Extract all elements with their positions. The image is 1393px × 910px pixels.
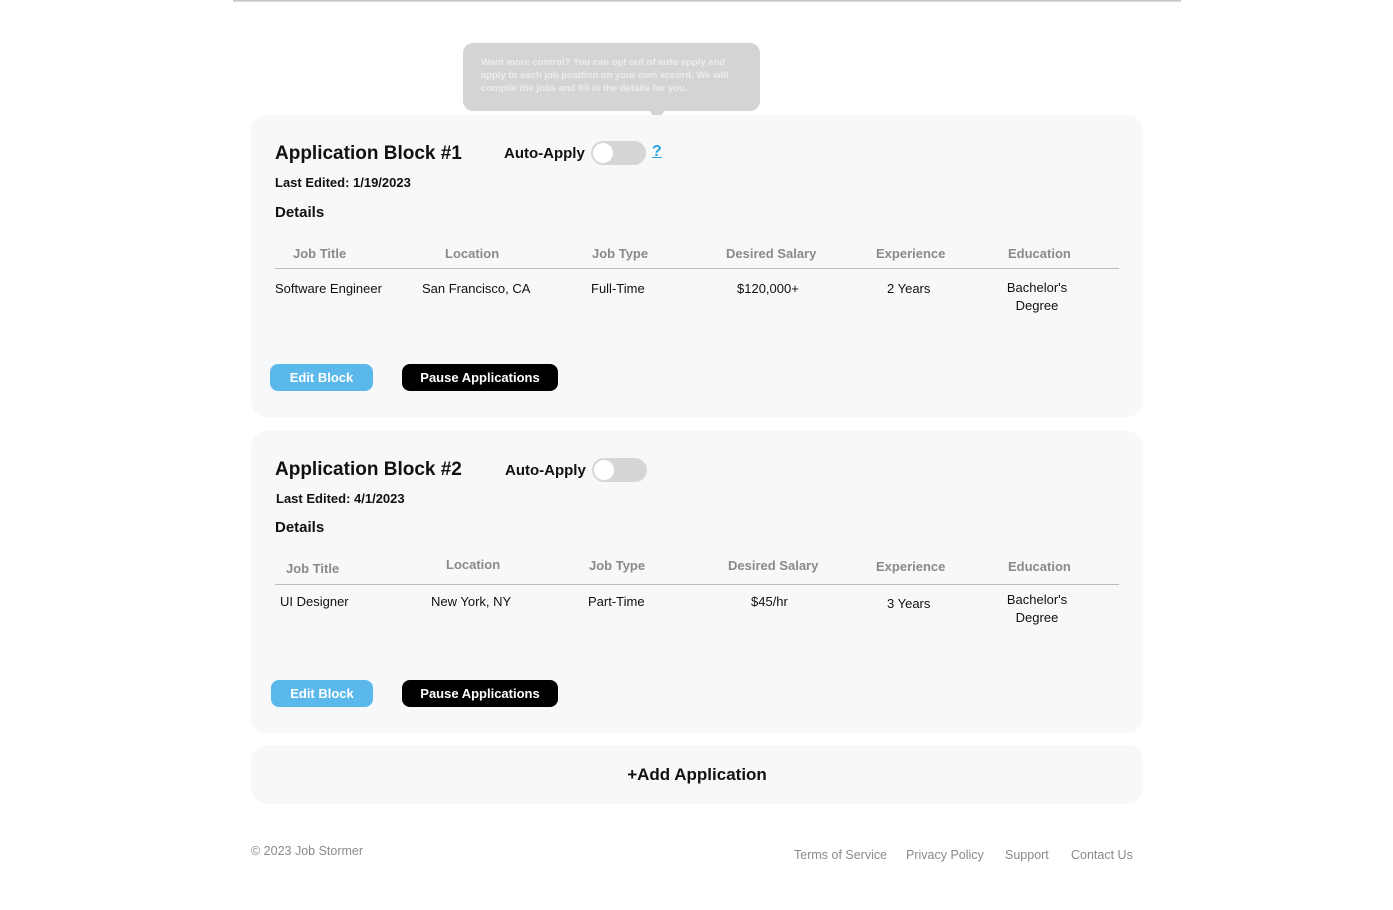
footer-copyright: © 2023 Job Stormer xyxy=(251,844,364,858)
block-title: Application Block #2 xyxy=(275,459,462,480)
education-line-2: Degree xyxy=(1015,298,1059,313)
cell-desired-salary: $45/hr xyxy=(751,594,788,609)
cell-experience: 2 Years xyxy=(887,281,931,296)
education-line-2: Degree xyxy=(1015,610,1059,625)
auto-apply-help-link[interactable]: ? xyxy=(652,143,662,160)
auto-apply-toggle[interactable] xyxy=(591,141,646,165)
column-header-experience: Experience xyxy=(876,559,946,574)
application-block-1 xyxy=(251,115,1143,417)
column-header-experience: Experience xyxy=(876,246,946,261)
details-heading: Details xyxy=(275,519,325,536)
pause-applications-button[interactable]: Pause Applications xyxy=(402,680,558,707)
top-divider xyxy=(233,0,1181,2)
column-header-education: Education xyxy=(1008,559,1071,574)
last-edited: Last Edited: 1/19/2023 xyxy=(275,175,411,190)
edit-block-button[interactable]: Edit Block xyxy=(271,680,373,707)
details-heading: Details xyxy=(275,204,325,221)
edit-block-button[interactable]: Edit Block xyxy=(270,364,373,391)
column-header-job-type: Job Type xyxy=(592,246,649,261)
cell-desired-salary: $120,000+ xyxy=(737,281,799,296)
cell-job-type: Part-Time xyxy=(588,594,645,609)
cell-education xyxy=(997,279,1077,315)
column-header-job-type: Job Type xyxy=(589,558,646,573)
cell-location: New York, NY xyxy=(431,594,512,609)
education-line-1: Bachelor's xyxy=(1006,280,1068,295)
cell-experience: 3 Years xyxy=(887,596,931,611)
toggle-knob xyxy=(594,460,614,480)
column-header-job-title: Job Title xyxy=(293,246,347,261)
column-header-desired-salary: Desired Salary xyxy=(726,246,817,261)
add-application-label: +Add Application xyxy=(627,764,767,784)
cell-job-title: Software Engineer xyxy=(275,281,382,296)
cell-education xyxy=(997,591,1077,627)
auto-apply-tooltip xyxy=(463,43,760,111)
cell-job-type: Full-Time xyxy=(591,281,645,296)
footer-link-terms[interactable]: Terms of Service xyxy=(794,848,888,862)
pause-applications-button[interactable]: Pause Applications xyxy=(402,364,558,391)
last-edited: Last Edited: 4/1/2023 xyxy=(276,491,405,506)
footer-link-support[interactable]: Support xyxy=(1005,848,1049,862)
auto-apply-label: Auto-Apply xyxy=(505,462,586,479)
add-application-button[interactable] xyxy=(251,745,1143,804)
column-header-education: Education xyxy=(1008,246,1071,261)
education-line-1: Bachelor's xyxy=(1006,592,1068,607)
footer-link-privacy[interactable]: Privacy Policy xyxy=(906,848,984,862)
cell-location: San Francisco, CA xyxy=(422,281,531,296)
column-header-job-title: Job Title xyxy=(286,561,340,576)
application-block-2 xyxy=(251,431,1143,733)
table-divider xyxy=(275,584,1119,585)
column-header-location: Location xyxy=(445,246,500,261)
auto-apply-label: Auto-Apply xyxy=(504,145,585,162)
column-header-location: Location xyxy=(446,557,501,572)
toggle-knob xyxy=(593,143,613,163)
column-header-desired-salary: Desired Salary xyxy=(728,558,819,573)
footer-link-contact[interactable]: Contact Us xyxy=(1071,848,1133,862)
block-title: Application Block #1 xyxy=(275,143,462,164)
tooltip-text: Want more control? You can opt out of auto apply and apply to each job position on your own accord. We will compile the jobs and fill in the details for you. xyxy=(481,57,729,94)
cell-job-title: UI Designer xyxy=(280,594,349,609)
table-divider xyxy=(275,268,1119,269)
auto-apply-toggle[interactable] xyxy=(592,458,647,482)
